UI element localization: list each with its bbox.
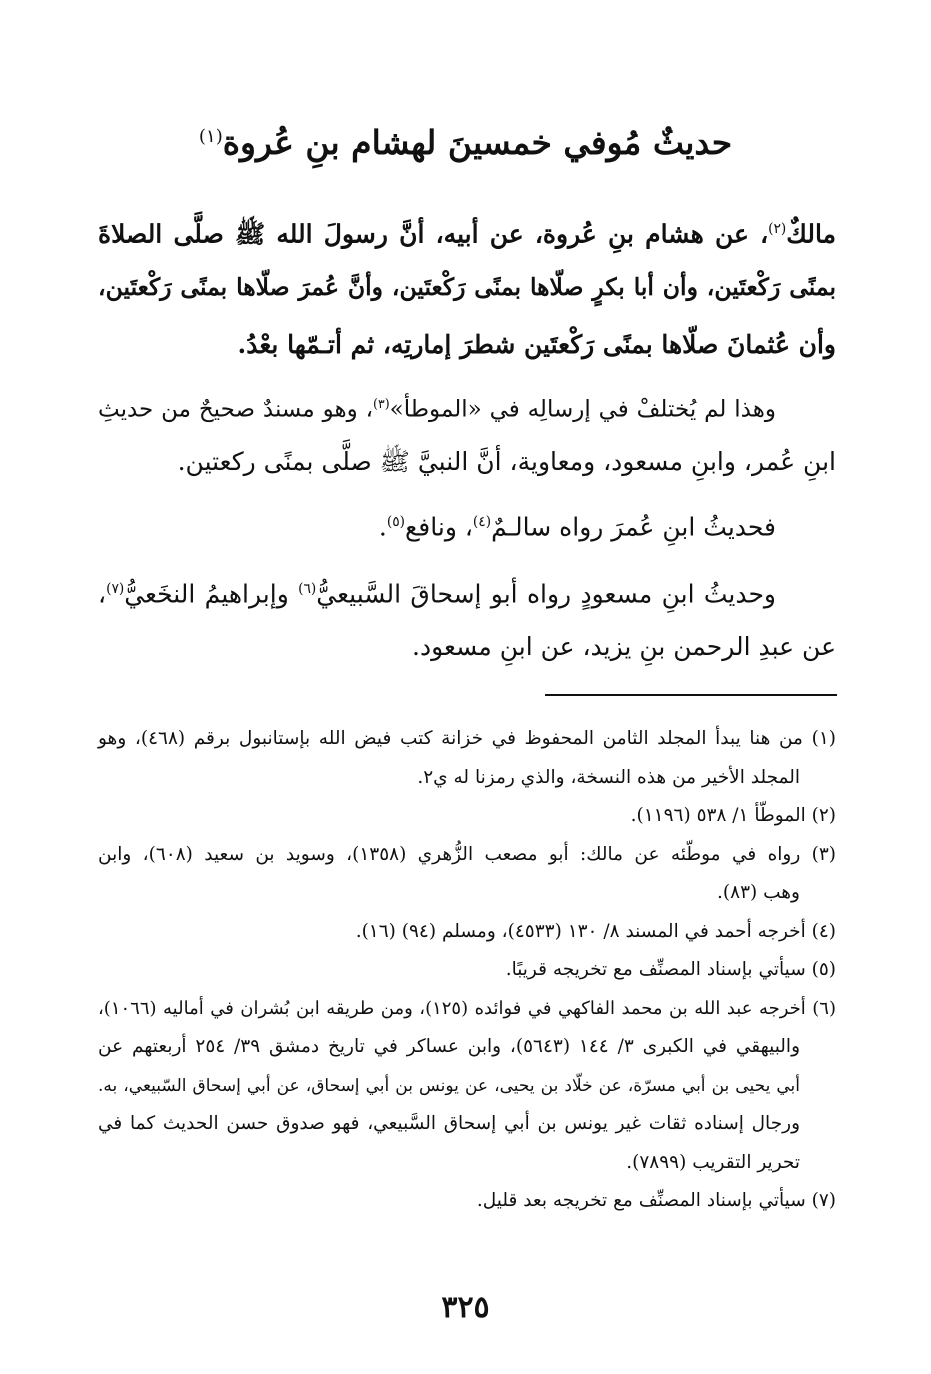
page-number: ٣٢٥ bbox=[441, 1290, 490, 1325]
footnote-text: (٤) أخرجه أحمد في المسند ٨/ ١٣٠ (٤٥٣٣)، ومسلم (٩٤) (١٦). bbox=[355, 920, 836, 942]
footnote-text: ورجال إسناده ثقات غير يونس بن أبي إسحاق السَّبيعي، فهو صدوق حسن الحديث كما في bbox=[98, 1113, 800, 1134]
footnote-text: المجلد الأخير من هذه النسخة، والذي رمزنا له ي٢. bbox=[417, 766, 800, 788]
footnote-line bbox=[98, 951, 836, 990]
footnote-line bbox=[98, 1182, 836, 1221]
footnote-ref: (٥) bbox=[386, 514, 405, 530]
narrator-name: مالكٌ bbox=[786, 219, 836, 249]
text-run: ، bbox=[98, 579, 107, 609]
footnote-line bbox=[98, 1028, 836, 1067]
body-line bbox=[98, 560, 836, 618]
body-line bbox=[98, 258, 836, 316]
hadith-text bbox=[98, 200, 836, 374]
footnote-line bbox=[98, 720, 836, 759]
footnote-ref: (٤) bbox=[472, 514, 492, 530]
body-line bbox=[98, 618, 836, 676]
body-line bbox=[98, 316, 836, 374]
footnote-text: (٣) رواه في موطّئه عن مالك: أبو مصعب الزُّهري (١٣٥٨)، وسويد بن سعيد (٦٠٨)، وابن bbox=[98, 843, 837, 865]
footnote-text: (٥) سيأتي بإسناد المصنِّف مع تخريجه قريبًا. bbox=[505, 959, 836, 980]
text-run: بمنًى رَكْعتَين، وأن أبا بكرٍ صلّاها بمنًى رَكْعتَين، وأنَّ عُمرَ صلّاها بمنًى رَكْعتَين، bbox=[98, 273, 836, 301]
footnote-separator bbox=[545, 694, 837, 696]
footnote-ref: (٧) bbox=[106, 581, 125, 597]
footnotes bbox=[98, 720, 836, 1221]
commentary-paragraph bbox=[98, 560, 836, 676]
footnote-line bbox=[98, 874, 836, 913]
title-text: حديثٌ مُوفي خمسينَ لهشام بنِ عُروة bbox=[222, 123, 733, 162]
text-run: ابنِ عُمر، وابنِ مسعود، ومعاوية، أنَّ النبيَّ ﷺ صلَّى بمنًى ركعتين. bbox=[177, 447, 836, 476]
commentary-paragraph bbox=[98, 493, 836, 551]
footnote-ref: (٣) bbox=[373, 396, 390, 411]
text-run: ، ونافع bbox=[405, 512, 473, 542]
footnote-text: (٦) أخرجه عبد الله بن محمد الفاكهي في فوائده (١٢٥)، ومن طريقه ابن بُشران في أماليه (١٠٦٦)، bbox=[98, 997, 836, 1019]
text-run: وحديثُ ابنِ مسعودٍ رواه أبو إسحاقَ السَّبيعيُّ bbox=[316, 579, 777, 609]
footnote-line bbox=[98, 759, 836, 798]
footnote-text: أبي يحيى بن أبي مسرّة، عن خلّاد بن يحيى، عن يونس بن أبي إسحاق، عن أبي إسحاق السّبيعي، به. bbox=[98, 1075, 800, 1096]
footnote-ref: (٦) bbox=[298, 581, 317, 597]
text-run: وأن عُثمانَ صلّاها بمنًى رَكْعتَين شطرَ إمارتِه، ثم أتـمّها بعْدُ. bbox=[237, 330, 836, 359]
footnote-line bbox=[98, 1067, 836, 1106]
body-line bbox=[98, 433, 836, 491]
footnote-text: (٧) سيأتي بإسناد المصنِّف مع تخريجه بعد قليل. bbox=[476, 1190, 836, 1211]
text-run: عن عبدِ الرحمن بنِ يزيد، عن ابنِ مسعود. bbox=[412, 632, 836, 661]
footnote-line bbox=[98, 1105, 836, 1144]
title-footnote-ref: (١) bbox=[198, 126, 223, 147]
body-line bbox=[98, 375, 836, 433]
footnote-line bbox=[98, 1144, 836, 1183]
footnote-ref: (٢) bbox=[768, 221, 787, 237]
text-run: فحديثُ ابنِ عُمرَ رواه سالـمٌ bbox=[491, 512, 776, 542]
text-run: ، وهو مسندٌ صحيحٌ من حديثِ bbox=[98, 396, 373, 423]
text-run: ، عن هشام بنِ عُروة، عن أبيه، أنَّ رسولَ الله ﷺ صلَّى الصلاةَ bbox=[98, 219, 769, 249]
commentary-paragraph bbox=[98, 375, 836, 491]
footnote-line bbox=[98, 797, 836, 836]
text-run: . bbox=[378, 512, 387, 542]
body-line bbox=[98, 200, 836, 258]
footnote-text: وهب (٨٣). bbox=[717, 882, 800, 903]
footnote-line bbox=[98, 913, 836, 952]
text-run: وهذا لم يُختلفْ في إرسالِه في «الموطأ» bbox=[389, 396, 776, 423]
body-line bbox=[98, 493, 836, 551]
footnote-text: (٢) الموطّأ ١/ ٥٣٨ (١١٩٦). bbox=[630, 805, 836, 826]
footnote-line bbox=[98, 836, 836, 875]
footnote-text: والبيهقي في الكبرى ٣/ ١٤٤ (٥٦٤٣)، وابن عساكر في تاريخ دمشق ٣٩/ ٢٥٤ أربعتهم عن bbox=[98, 1036, 801, 1057]
footnote-line bbox=[98, 990, 836, 1029]
footnote-text: تحرير التقريب (٧٨٩٩). bbox=[626, 1151, 800, 1173]
footnote-text: (١) من هنا يبدأ المجلد الثامن المحفوظ في خزانة كتب فيض الله بإستانبول برقم (٤٦٨)، وهو bbox=[98, 728, 836, 749]
section-title bbox=[100, 112, 831, 168]
text-run: وإبراهيمُ النخَعيُّ bbox=[124, 579, 299, 609]
